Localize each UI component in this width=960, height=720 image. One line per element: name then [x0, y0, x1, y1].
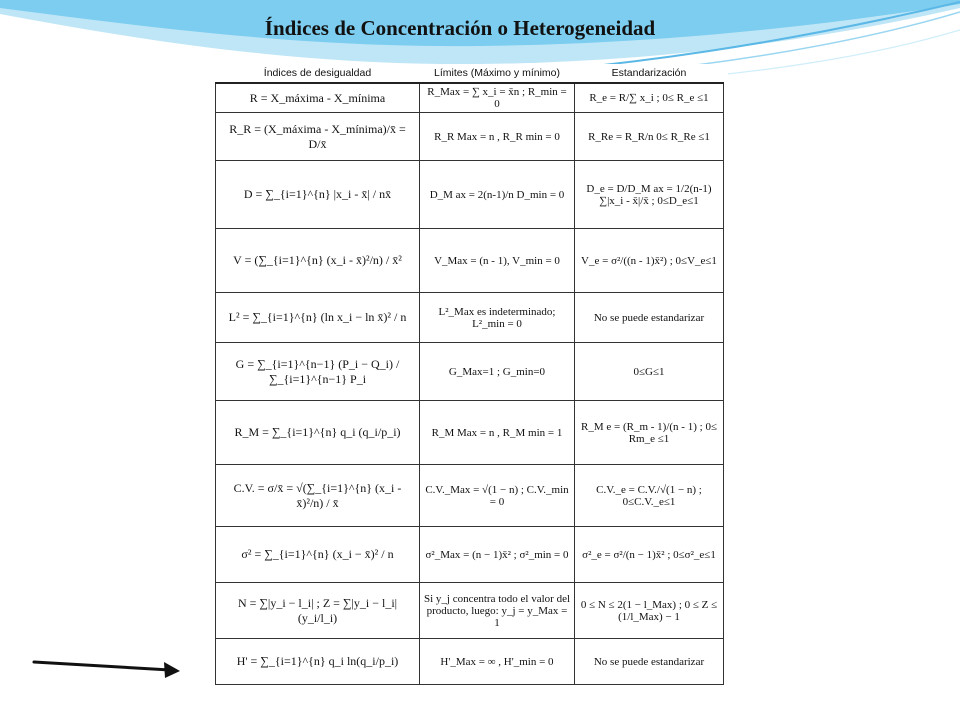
index-formula — [216, 83, 420, 113]
standardization-text: R_M e = (R_m - 1)/(n - 1) ; 0≤ Rm_e ≤1 — [581, 420, 717, 445]
standardization-cell — [575, 583, 724, 639]
index-text: N = ∑|y_i − l_i| ; Z = ∑|y_i − l_i|(y_i/l_i) — [237, 595, 398, 625]
limits-cell — [420, 229, 575, 293]
standardization-cell — [575, 229, 724, 293]
index-formula — [216, 161, 420, 229]
table-row — [216, 161, 724, 229]
limits-cell — [420, 583, 575, 639]
formula-table — [215, 64, 724, 685]
standardization-text: V_e = σ²/((n - 1)x̄²) ; 0≤V_e≤1 — [581, 254, 717, 267]
table-row — [216, 113, 724, 161]
limits-text: D_M ax = 2(n-1)/n D_min = 0 — [429, 188, 565, 201]
standardization-cell — [575, 113, 724, 161]
limits-cell — [420, 83, 575, 113]
limits-cell — [420, 465, 575, 527]
index-text: C.V. = σ/x̄ = √(∑_{i=1}^{n} (x_i - x̄)²/n) / x̄ — [233, 480, 402, 510]
index-text: σ² = ∑_{i=1}^{n} (x_i − x̄)² / n — [241, 547, 394, 561]
table-row — [216, 401, 724, 465]
standardization-text: σ²_e = σ²/(n − 1)x̄² ; 0≤σ²_e≤1 — [582, 548, 716, 561]
index-formula — [216, 465, 420, 527]
standardization-cell — [575, 293, 724, 343]
standardization-text: No se puede estandarizar — [593, 655, 705, 668]
table-row — [216, 343, 724, 401]
index-formula — [216, 527, 420, 583]
header-indices: Índices de desigualdad — [216, 64, 420, 83]
index-formula — [216, 583, 420, 639]
index-text: D = ∑_{i=1}^{n} |x_i - x̄| / nx̄ — [243, 187, 392, 201]
header-standardization: Estandarización — [575, 64, 724, 83]
limits-text: V_Max = (n - 1), V_min = 0 — [434, 254, 560, 267]
limits-cell — [420, 293, 575, 343]
standardization-text: 0 ≤ N ≤ 2(1 − l_Max) ; 0 ≤ Z ≤ (1/l_Max) − 1 — [580, 598, 718, 623]
limits-cell — [420, 401, 575, 465]
standardization-text: C.V._e = C.V./√(1 − n) ; 0≤C.V._e≤1 — [596, 483, 702, 508]
slide-title: Índices de Concentración o Heterogeneidad — [264, 16, 656, 40]
limits-text: R_Max = ∑ x_i = x̄n ; R_min = 0 — [427, 86, 567, 110]
header-limits: Límites (Máximo y mínimo) — [420, 64, 575, 83]
limits-text: σ²_Max = (n − 1)x̄² ; σ²_min = 0 — [425, 548, 569, 561]
index-text: L² = ∑_{i=1}^{n} (ln x_i − ln x̄)² / n — [228, 310, 407, 324]
standardization-text: D_e = D/D_M ax = 1/2(n-1) ∑|x_i - x̄|/x̄ ; 0≤D_e≤1 — [586, 182, 712, 207]
limits-cell — [420, 639, 575, 685]
limits-text: G_Max=1 ; G_min=0 — [448, 365, 546, 378]
index-formula — [216, 343, 420, 401]
table-row — [216, 465, 724, 527]
index-text: R_M = ∑_{i=1}^{n} q_i (q_i/p_i) — [234, 425, 401, 439]
table-row — [216, 527, 724, 583]
index-formula — [216, 293, 420, 343]
limits-text: R_R Max = n , R_R min = 0 — [434, 130, 560, 143]
standardization-cell — [575, 527, 724, 583]
table-row — [216, 293, 724, 343]
index-text: V = (∑_{i=1}^{n} (x_i - x̄)²/n) / x̄² — [233, 253, 402, 267]
limits-cell — [420, 161, 575, 229]
index-text: G = ∑_{i=1}^{n−1} (P_i − Q_i) / ∑_{i=1}^{n−1} P_i — [235, 356, 400, 386]
index-text: R = X_máxima - X_mínima — [249, 90, 386, 105]
index-formula — [216, 401, 420, 465]
standardization-cell — [575, 83, 724, 113]
standardization-cell — [575, 161, 724, 229]
table-row — [216, 583, 724, 639]
index-text: H' = ∑_{i=1}^{n} q_i ln(q_i/p_i) — [236, 654, 399, 668]
limits-text: Si y_j concentra todo el valor del producto, luego: y_j = y_Max = 1 — [424, 592, 571, 629]
index-text: R_R = (X_máxima - X_mínima)/x̄ = D/x̄ — [229, 121, 406, 151]
standardization-text: R_Re = R_R/n 0≤ R_Re ≤1 — [588, 130, 710, 143]
limits-text: L²_Max es indeterminado; L²_min = 0 — [438, 305, 556, 330]
pointer-arrow-icon — [30, 652, 190, 682]
standardization-text: R_e = R/∑ x_i ; 0≤ R_e ≤1 — [589, 92, 709, 104]
table-header-row — [216, 64, 724, 83]
standardization-text: No se puede estandarizar — [593, 311, 705, 324]
table-row — [216, 639, 724, 685]
standardization-cell — [575, 343, 724, 401]
index-formula — [216, 639, 420, 685]
standardization-cell — [575, 465, 724, 527]
limits-text: R_M Max = n , R_M min = 1 — [431, 426, 563, 439]
index-formula — [216, 113, 420, 161]
standardization-text: 0≤G≤1 — [633, 365, 665, 378]
limits-text: H'_Max = ∞ , H'_min = 0 — [440, 655, 554, 668]
limits-cell — [420, 113, 575, 161]
table-row — [216, 229, 724, 293]
limits-cell — [420, 527, 575, 583]
limits-cell — [420, 343, 575, 401]
limits-text: C.V._Max = √(1 − n) ; C.V._min = 0 — [425, 483, 569, 508]
table-row — [216, 83, 724, 113]
index-formula — [216, 229, 420, 293]
standardization-cell — [575, 401, 724, 465]
standardization-cell — [575, 639, 724, 685]
formula-table-sheet — [210, 64, 728, 692]
